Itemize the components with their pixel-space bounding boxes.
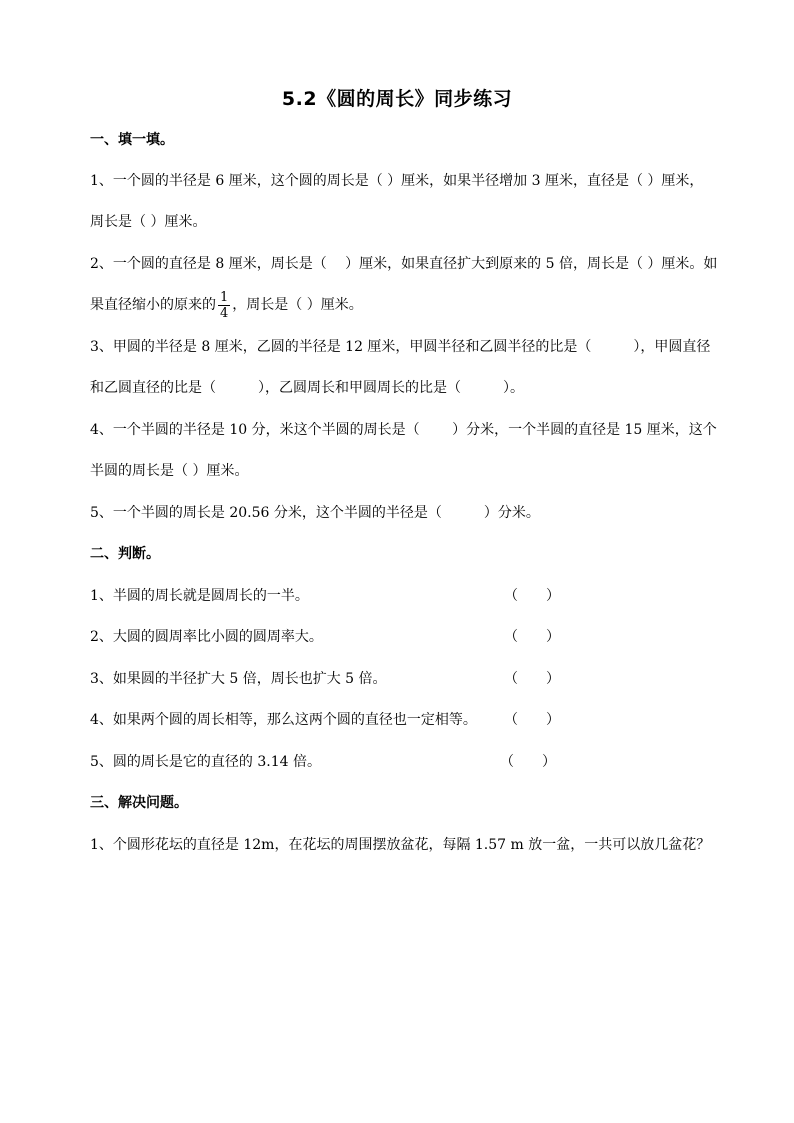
fill-question-2-line-2	[90, 288, 720, 322]
fill-question-3-line-1: 3、甲圆的半径是 8 厘米，乙圆的半径是 12 厘米，甲圆半径和乙圆半径的比是（ ），甲圆直径	[90, 339, 711, 355]
judge-answer-brackets: （ ）	[504, 671, 560, 687]
judge-item-text: 1、半圆的周长就是圆周长的一半。	[90, 588, 309, 604]
one-quarter-fraction	[218, 290, 230, 321]
fill-question-1-line-1: 1、一个圆的半径是 6 厘米，这个圆的周长是（ ）厘米，如果半径增加 3 厘米，直径是（ ）厘米，	[90, 173, 704, 189]
fraction-numerator: 1	[220, 289, 229, 305]
fill-question-2-text-after-fraction: ，周长是（ ）厘米。	[232, 297, 363, 313]
page-title: 5.2《圆的周长》同步练习	[281, 88, 513, 110]
fill-question-5: 5、一个半圆的周长是 20.56 分米，这个半圆的半径是（ ）分米。	[90, 505, 540, 521]
fill-question-1-line-2: 周长是（ ）厘米。	[90, 214, 207, 230]
judge-answer-brackets: （ ）	[504, 629, 560, 645]
judge-item-text: 4、如果两个圆的周长相等，那么这两个圆的直径也一定相等。	[90, 712, 477, 728]
solve-question-1: 1、个圆形花坛的直径是 12m，在花坛的周围摆放盆花，每隔 1.57 m 放一盆，一共可以放几盆花？	[90, 837, 711, 853]
fill-question-4-line-2: 半圆的周长是（ ）厘米。	[90, 463, 249, 479]
fill-question-2-text-before-fraction: 果直径缩小的原来的	[90, 297, 216, 313]
judge-item-text: 3、如果圆的半径扩大 5 倍，周长也扩大 5 倍。	[90, 671, 387, 687]
fill-question-2-line-1: 2、一个圆的直径是 8 厘米，周长是（ ）厘米，如果直径扩大到原来的 5 倍，周长是（ ）厘米。如	[90, 256, 718, 272]
judge-item-text: 2、大圆的圆周率比小圆的圆周率大。	[90, 629, 323, 645]
judge-answer-brackets: （ ）	[500, 754, 556, 770]
section-fill-heading: 一、填一填。	[90, 132, 174, 148]
judge-item-text: 5、圆的周长是它的直径的 3.14 倍。	[90, 754, 321, 770]
judge-answer-brackets: （ ）	[504, 712, 560, 728]
fraction-denominator: 4	[220, 305, 229, 321]
fill-question-3-line-2: 和乙圆直径的比是（ ），乙圆周长和甲圆周长的比是（ ）。	[90, 380, 524, 396]
section-solve-heading: 三、解决问题。	[90, 795, 188, 811]
judge-answer-brackets: （ ）	[504, 588, 560, 604]
section-judge-heading: 二、判断。	[90, 546, 160, 562]
fill-question-4-line-1: 4、一个半圆的半径是 10 分，米这个半圆的周长是（ ）分米，一个半圆的直径是 15 厘米，这个	[90, 422, 717, 438]
